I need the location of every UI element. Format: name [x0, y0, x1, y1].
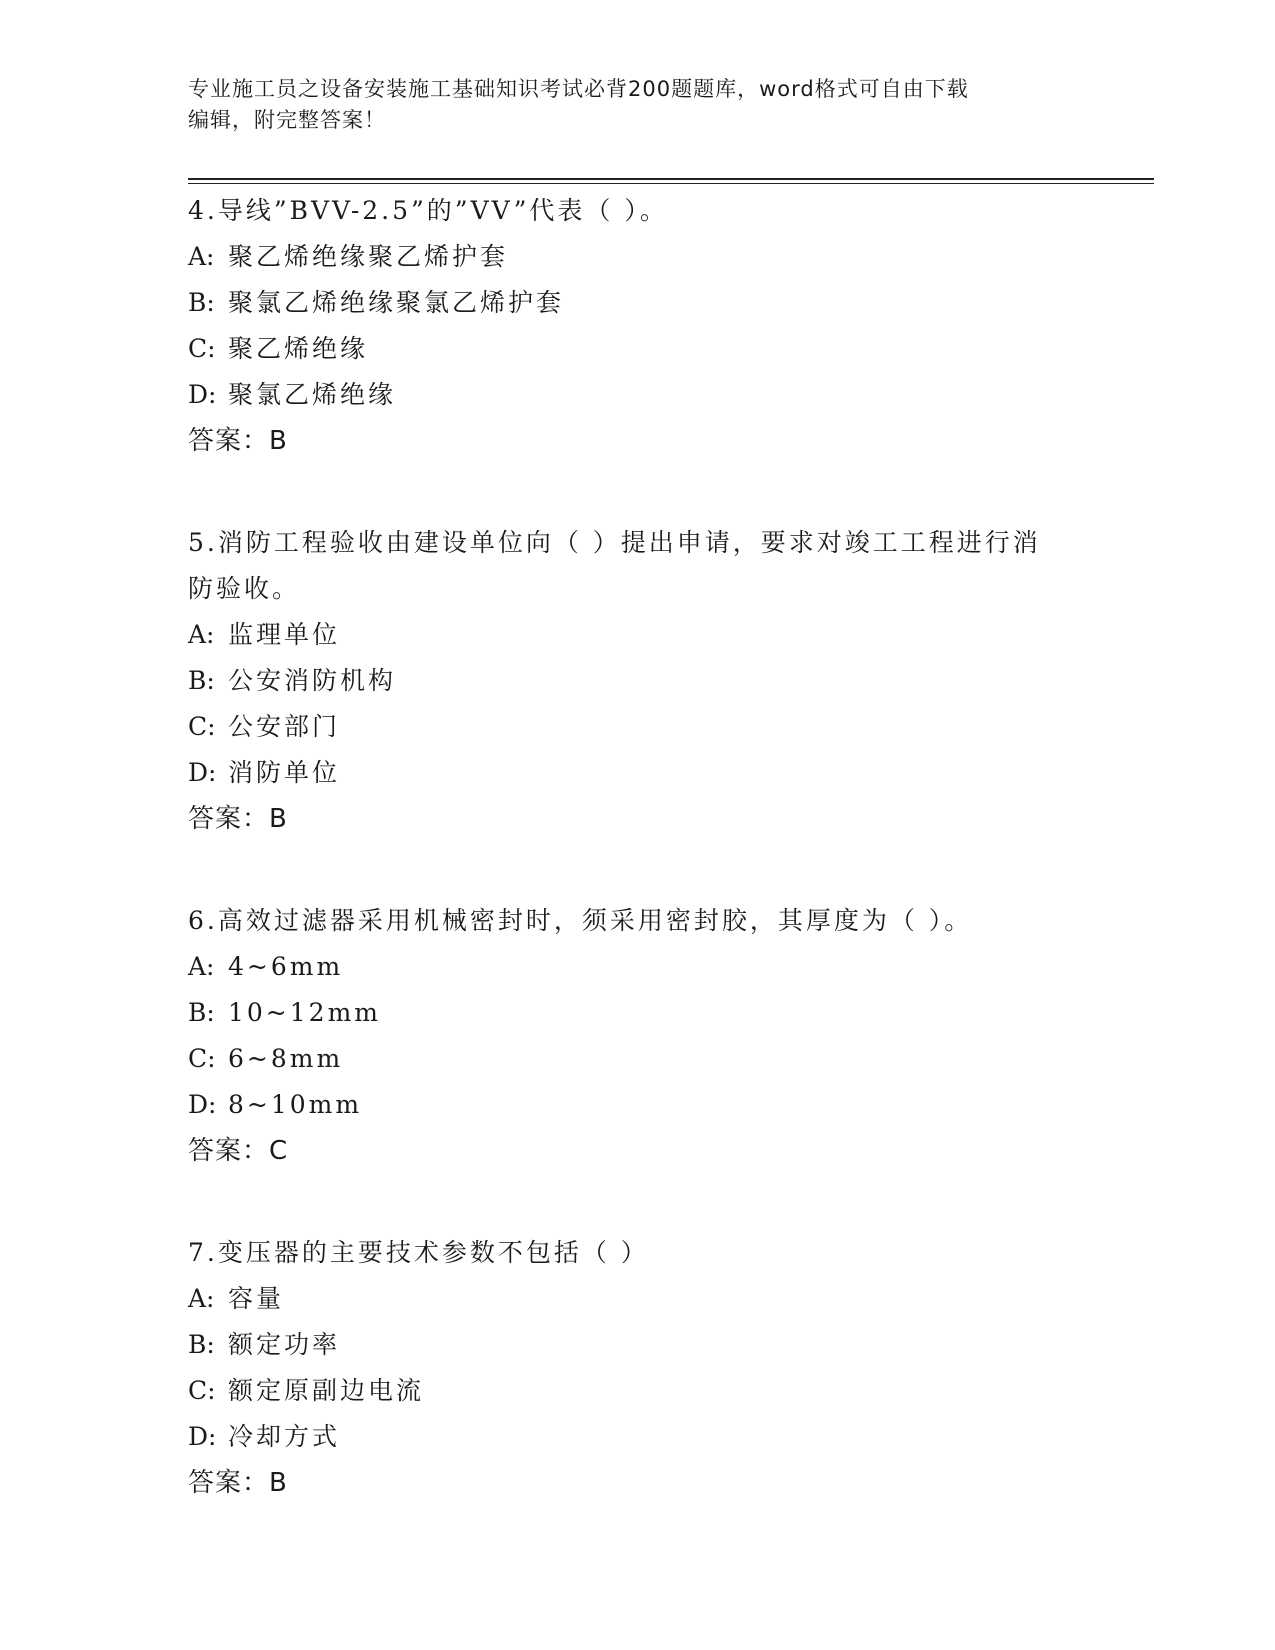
- answer-label: 答案：B: [188, 1468, 288, 1498]
- answer-label: 答案：B: [188, 804, 288, 834]
- option-a: [188, 1276, 1088, 1322]
- option-text: 公安消防机构: [228, 666, 397, 695]
- option-letter: A:: [188, 242, 215, 271]
- option-text: 10~12mm: [228, 998, 381, 1027]
- option-text: 8~10mm: [228, 1090, 363, 1119]
- option-text: 聚氯乙烯绝缘聚氯乙烯护套: [228, 288, 565, 317]
- option-text: 额定原副边电流: [228, 1376, 425, 1405]
- option-letter: C:: [188, 1044, 216, 1073]
- question-spacer: [188, 464, 1088, 520]
- option-letter: A:: [188, 952, 215, 981]
- option-letter: B:: [188, 1330, 215, 1359]
- option-text: 聚乙烯绝缘聚乙烯护套: [228, 242, 509, 271]
- option-letter: D:: [188, 1090, 217, 1119]
- question-spacer: [188, 842, 1088, 898]
- option-c: [188, 704, 1088, 750]
- option-c: [188, 326, 1088, 372]
- option-b: [188, 990, 1088, 1036]
- question-5: [188, 520, 1088, 842]
- option-d: [188, 1082, 1088, 1128]
- question-stem: 4.导线”BVV-2.5”的”VV”代表（ ）。: [188, 196, 668, 225]
- option-letter: D:: [188, 1422, 217, 1451]
- header-divider: [188, 178, 1154, 184]
- header-title-line-1: 专业施工员之设备安装施工基础知识考试必背200题题库，word格式可自由下载: [188, 77, 969, 101]
- question-stem-continued: 防验收。: [188, 574, 301, 603]
- option-c: [188, 1368, 1088, 1414]
- option-text: 6~8mm: [228, 1044, 344, 1073]
- answer-label: 答案：B: [188, 426, 288, 456]
- option-a: [188, 234, 1088, 280]
- option-text: 公安部门: [228, 712, 341, 741]
- option-letter: B:: [188, 666, 215, 695]
- question-4: [188, 188, 1088, 464]
- option-text: 4~6mm: [228, 952, 344, 981]
- option-text: 容量: [228, 1284, 285, 1313]
- question-6: [188, 898, 1088, 1174]
- option-letter: D:: [188, 380, 217, 409]
- header-title-line-2: 编辑，附完整答案！: [188, 108, 386, 132]
- option-letter: D:: [188, 758, 217, 787]
- option-text: 消防单位: [228, 758, 341, 787]
- option-letter: B:: [188, 998, 215, 1027]
- document-header: [188, 74, 1088, 136]
- option-b: [188, 280, 1088, 326]
- option-letter: A:: [188, 620, 215, 649]
- option-text: 冷却方式: [228, 1422, 341, 1451]
- option-text: 聚氯乙烯绝缘: [228, 380, 397, 409]
- option-d: [188, 1414, 1088, 1460]
- question-list: [188, 188, 1088, 1506]
- option-a: [188, 612, 1088, 658]
- option-letter: C:: [188, 712, 216, 741]
- option-b: [188, 1322, 1088, 1368]
- option-letter: B:: [188, 288, 215, 317]
- option-a: [188, 944, 1088, 990]
- option-letter: C:: [188, 1376, 216, 1405]
- question-stem: 5.消防工程验收由建设单位向（ ）提出申请，要求对竣工工程进行消: [188, 528, 1041, 557]
- answer-label: 答案：C: [188, 1136, 289, 1166]
- option-text: 监理单位: [228, 620, 341, 649]
- option-d: [188, 750, 1088, 796]
- option-letter: C:: [188, 334, 216, 363]
- option-text: 额定功率: [228, 1330, 341, 1359]
- question-stem: 7.变压器的主要技术参数不包括（ ）: [188, 1238, 649, 1267]
- option-c: [188, 1036, 1088, 1082]
- option-b: [188, 658, 1088, 704]
- option-letter: A:: [188, 1284, 215, 1313]
- option-text: 聚乙烯绝缘: [228, 334, 369, 363]
- question-stem: 6.高效过滤器采用机械密封时，须采用密封胶，其厚度为（ ）。: [188, 906, 973, 935]
- option-d: [188, 372, 1088, 418]
- question-7: [188, 1230, 1088, 1506]
- question-spacer: [188, 1174, 1088, 1230]
